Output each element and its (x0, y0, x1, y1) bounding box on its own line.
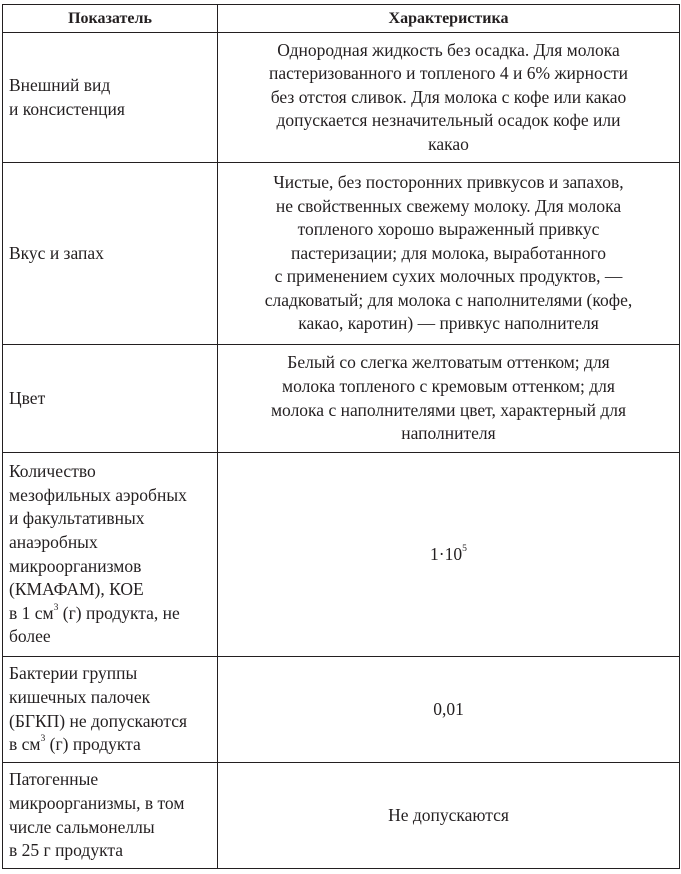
indicator-line: и консистенция (9, 98, 125, 119)
indicator-text: в 1 см (9, 602, 54, 623)
value-cell (218, 163, 680, 345)
indicator-line: в 25 г продукта (9, 840, 123, 861)
value-line: какао, каротин) — привкус наполнителя (298, 313, 599, 334)
indicator-text: (г) продукта (45, 734, 141, 755)
value-line: сладковатый; для молока с наполнителями (кофе, (264, 289, 633, 310)
table-row-color (3, 345, 680, 453)
indicator-line: Количество (9, 461, 96, 482)
value-line: без отстоя сливок. Для молока с кофе или какао (270, 86, 627, 107)
value-line: Однородная жидкость без осадка. Для молока (277, 39, 620, 60)
value-line: молока топленого с кремовым оттенком; для (282, 375, 615, 396)
indicator-line: Патогенные (9, 769, 99, 790)
indicator-line: микроорганизмы, в том (9, 792, 185, 813)
indicator-text: в см (9, 734, 41, 755)
value-line: не свойственных свежему молоку. Для молока (275, 195, 622, 216)
indicator-cell (3, 763, 218, 869)
header-characteristic: Характеристика (218, 5, 680, 33)
indicator-line (9, 602, 213, 626)
table-row-pathogens (3, 763, 680, 869)
value-line: молока с наполнителями цвет, характерный для (270, 399, 627, 420)
superscript: 3 (53, 601, 59, 613)
indicator-line: Цвет (9, 387, 46, 408)
superscript: 5 (462, 542, 467, 554)
quality-table (2, 4, 680, 869)
table-header-row (3, 5, 680, 33)
indicator-line: (КМАФАМ), КОЕ (9, 579, 144, 600)
indicator-line: микроорганизмов (9, 555, 142, 576)
value-line: Белый со слегка желтоватым оттенком; для (287, 352, 610, 373)
superscript: 3 (40, 733, 46, 745)
value-cell (218, 657, 680, 763)
indicator-line: (БГКП) не допускаются (9, 710, 188, 731)
value-cell (218, 33, 680, 163)
indicator-cell (3, 163, 218, 345)
value-line: с применением сухих молочных продуктов, — (274, 266, 623, 287)
value-cell (218, 763, 680, 869)
value-line: наполнителя (401, 423, 496, 444)
indicator-line: кишечных палочек (9, 686, 151, 707)
indicator-cell (3, 33, 218, 163)
table-row-appearance (3, 33, 680, 163)
value-line: какао (428, 133, 469, 154)
indicator-line: мезофильных аэробных (9, 484, 187, 505)
value-text: 1·10 (430, 543, 463, 564)
value-text: Не допускаются (388, 804, 509, 825)
indicator-line: Вкус и запах (9, 242, 104, 263)
indicator-cell (3, 453, 218, 657)
indicator-line: Внешний вид (9, 74, 111, 95)
value-cell (218, 453, 680, 657)
indicator-text: (г) продукта, не (58, 602, 180, 623)
header-indicator: Показатель (3, 5, 218, 33)
indicator-line: анаэробных (9, 531, 98, 552)
table-row-bgkp (3, 657, 680, 763)
value-line: пастеризации; для молока, выработанного (291, 242, 606, 263)
indicator-line: более (9, 626, 51, 647)
indicator-line: числе сальмонеллы (9, 816, 155, 837)
indicator-cell (3, 345, 218, 453)
indicator-line: Бактерии группы (9, 663, 138, 684)
value-line: топленого хорошо выраженный привкус (297, 219, 600, 240)
table-row-taste (3, 163, 680, 345)
value-text: 0,01 (433, 698, 464, 719)
value-cell (218, 345, 680, 453)
value-line: допускается незначительный осадок кофе или (276, 110, 621, 131)
indicator-cell (3, 657, 218, 763)
value-line: Чистые, без посторонних привкусов и запахов, (273, 171, 624, 192)
table-row-kmafam (3, 453, 680, 657)
indicator-line (9, 733, 213, 757)
value-line: пастеризованного и топленого 4 и 6% жирности (269, 63, 628, 84)
indicator-line: и факультативных (9, 508, 145, 529)
